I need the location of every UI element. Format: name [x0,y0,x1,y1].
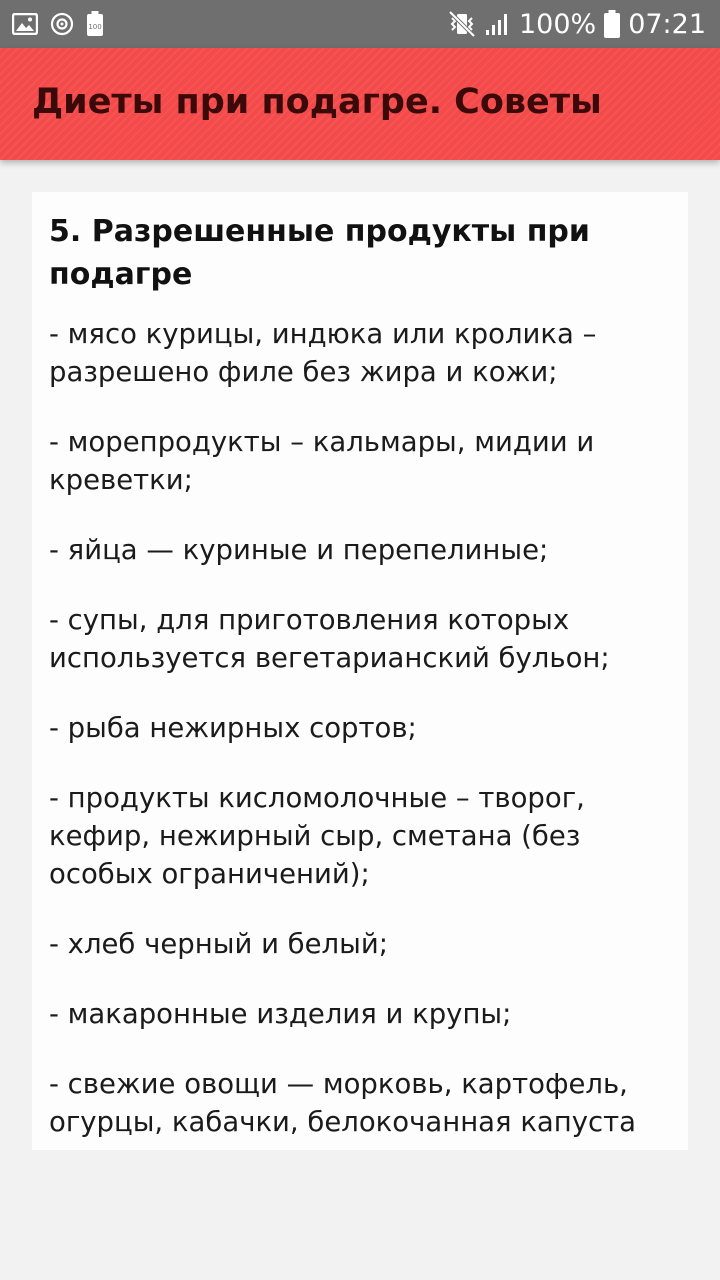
list-item: - продукты кисломолочные – творог, кефир, нежирный сыр, сметана (без особых ограничений); [49,782,585,890]
article-title: 5. Разрешенные продукты при подагре [49,214,590,292]
list-item: - рыба нежирных сортов; [49,712,417,744]
list-item: - свежие овощи — морковь, картофель, огурцы, кабачки, белокочанная капуста [49,1068,637,1138]
list-item: - морепродукты – кальмары, мидии и креветки; [49,426,595,496]
status-bar-notifications [12,10,104,38]
settings-icon [50,12,74,36]
list-item: - мясо курицы, индюка или кролика – разрешено филе без жира и кожи; [49,318,597,388]
list-item: - макаронные изделия и крупы; [49,998,512,1030]
status-bar-system [447,0,706,48]
app-bar [0,48,720,160]
battery-icon [604,10,620,38]
battery-saver-label: 100 [88,23,102,31]
app-title: Диеты при подагре. Советы [32,82,602,122]
vibrate-icon [447,10,477,38]
article-body [32,296,688,1141]
clock: 07:21 [628,8,706,40]
image-icon [12,13,38,35]
signal-icon [485,12,511,36]
list-item: - яйца — куриные и перепелиные; [49,534,549,566]
status-bar [0,0,720,48]
list-item: - супы, для приготовления которых используется вегетарианский бульон; [49,604,610,674]
battery-saver-icon [86,11,104,37]
article-card[interactable] [32,192,688,1150]
battery-percent: 100% [518,8,597,40]
list-item: - хлеб черный и белый; [49,928,388,960]
